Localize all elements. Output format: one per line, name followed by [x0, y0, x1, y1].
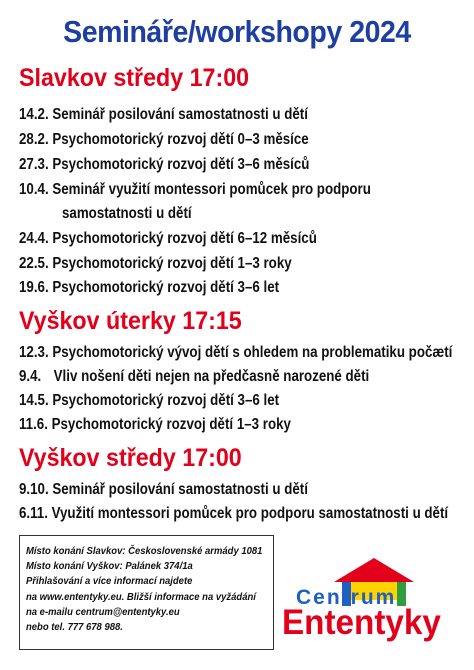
info-box [19, 535, 274, 650]
event-desc: Seminář posilování samostatnosti u dětí [52, 481, 308, 498]
event-desc: Seminář využití montessori pomůcek pro podporu [52, 181, 371, 198]
section-heading-vyskov-streda: Vyškov středy 17:00 [19, 444, 242, 472]
info-line: Přihlašování a více informací najdete [26, 576, 193, 588]
event-desc-continued: samostatnosti u dětí [62, 205, 192, 222]
event-desc: Psychomotorický rozvoj dětí 1–3 roky [51, 416, 291, 433]
event-date: 27.3. [19, 156, 49, 173]
page-title: Semináře/workshopy 2024 [63, 14, 411, 49]
info-line: Místo konání Slavkov: Československé armády 1081 [26, 546, 263, 557]
event-desc: Psychomotorický rozvoj dětí 3–6 let [52, 392, 280, 409]
section-heading-vyskov-utery: Vyškov úterky 17:15 [19, 307, 242, 335]
event-date: 24.4. [19, 230, 49, 247]
event-desc: Psychomotorický rozvoj dětí 0–3 měsíce [52, 131, 309, 148]
event-desc: Psychomotorický rozvoj dětí 3–6 měsíců [52, 156, 310, 173]
event-date: 14.5. [19, 392, 49, 409]
event-row [19, 255, 292, 273]
info-line: na www.ententyky.eu. Bližší informace na vyžádání [26, 591, 256, 603]
event-row [19, 279, 279, 297]
event-row [19, 156, 309, 174]
event-row [19, 392, 279, 410]
event-row [19, 131, 309, 149]
info-line: Místo konání Vyškov: Palánek 374/1a [26, 561, 193, 573]
event-desc: Psychomotorický rozvoj dětí 1–3 roky [52, 255, 292, 272]
event-date: 22.5. [19, 255, 49, 272]
event-row [19, 230, 317, 248]
event-desc: Vliv nošení děti nejen na předčasně narozené děti [53, 368, 370, 385]
event-date: 12.3. [19, 344, 49, 361]
event-date: 9.10. [19, 481, 49, 498]
event-desc: Seminář posilování samostatnosti u dětí [52, 106, 308, 123]
event-row [19, 481, 308, 499]
event-date: 19.6. [19, 279, 49, 296]
logo-word-ententyky: Ententyky [282, 603, 441, 642]
logo-roof-shape [334, 558, 414, 582]
logo-word-centrum: Centrum [296, 586, 397, 609]
event-desc: Psychomotorický vývoj dětí s ohledem na problematiku počætí [52, 344, 453, 361]
event-desc: Psychomotorický rozvoj dětí 6–12 měsíců [52, 230, 317, 247]
event-row [19, 181, 371, 199]
info-line: nebo tel. 777 678 988. [26, 622, 123, 634]
event-date: 11.6. [19, 416, 48, 433]
event-date: 10.4. [19, 181, 49, 198]
info-line: na e-mailu centrum@ententyky.eu [26, 606, 180, 618]
event-date: 28.2. [19, 131, 49, 148]
section-heading-slavkov-streda: Slavkov středy 17:00 [19, 64, 250, 92]
event-row [19, 344, 452, 362]
event-desc: Využití montessori pomůcek pro podporu samostatnosti u dětí [51, 505, 449, 522]
event-row [19, 416, 291, 434]
event-date: 6.11. [19, 505, 48, 522]
event-row [19, 106, 308, 124]
event-date: 14.2. [19, 106, 49, 123]
event-date: 9.4. [19, 368, 42, 385]
event-row [19, 368, 369, 386]
event-desc: Psychomotorický rozvoj dětí 3–6 let [52, 279, 280, 296]
event-row [19, 505, 448, 523]
